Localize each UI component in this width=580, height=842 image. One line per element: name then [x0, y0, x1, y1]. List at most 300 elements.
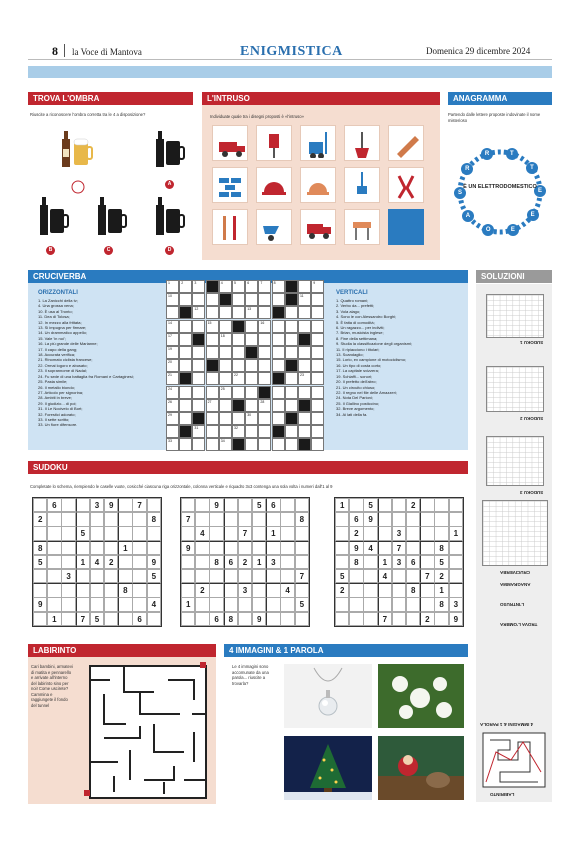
crossword-cell[interactable]	[258, 293, 271, 306]
crossword-cell[interactable]	[206, 359, 219, 372]
crossword-cell[interactable]	[206, 333, 219, 346]
crossword-cell[interactable]	[232, 425, 245, 438]
crossword-cell[interactable]	[311, 425, 324, 438]
sudoku-cell[interactable]	[132, 541, 146, 555]
crossword-cell[interactable]	[232, 372, 245, 385]
crossword-cell[interactable]	[298, 293, 311, 306]
sudoku-cell[interactable]	[195, 555, 209, 569]
sudoku-cell[interactable]	[349, 583, 363, 597]
crossword-cell[interactable]	[258, 438, 271, 451]
sudoku-cell[interactable]	[266, 583, 280, 597]
sudoku-cell[interactable]	[181, 498, 195, 512]
sudoku-cell[interactable]	[363, 526, 377, 540]
sudoku-cell[interactable]	[33, 569, 47, 583]
sudoku-cell[interactable]	[392, 498, 406, 512]
crossword-cell[interactable]	[219, 372, 232, 385]
crossword-cell[interactable]	[166, 399, 179, 412]
crossword-cell[interactable]	[232, 438, 245, 451]
crossword-cell[interactable]	[219, 320, 232, 333]
sudoku-cell[interactable]	[118, 526, 132, 540]
crossword-cell[interactable]	[245, 293, 258, 306]
crossword-cell[interactable]	[219, 386, 232, 399]
crossword-cell[interactable]	[285, 425, 298, 438]
sudoku-cell[interactable]	[252, 526, 266, 540]
sudoku-cell[interactable]	[335, 597, 349, 611]
crossword-cell[interactable]	[311, 333, 324, 346]
sudoku-cell[interactable]	[406, 541, 420, 555]
sudoku-cell[interactable]	[280, 569, 294, 583]
sudoku-cell[interactable]	[238, 597, 252, 611]
crossword-cell[interactable]	[285, 399, 298, 412]
sudoku-cell[interactable]	[104, 526, 118, 540]
crossword-cell[interactable]	[206, 293, 219, 306]
crossword-cell[interactable]	[192, 412, 205, 425]
sudoku-cell[interactable]	[378, 541, 392, 555]
sudoku-cell[interactable]	[363, 612, 377, 626]
sudoku-cell[interactable]	[252, 541, 266, 555]
crossword-cell[interactable]	[166, 386, 179, 399]
sudoku-cell[interactable]	[132, 569, 146, 583]
crossword-cell[interactable]	[285, 359, 298, 372]
sudoku-cell[interactable]	[209, 569, 223, 583]
sudoku-cell[interactable]	[47, 597, 61, 611]
crossword-cell[interactable]	[272, 438, 285, 451]
crossword-cell[interactable]	[219, 333, 232, 346]
crossword-cell[interactable]	[298, 412, 311, 425]
sudoku-cell[interactable]	[295, 583, 309, 597]
crossword-cell[interactable]	[311, 386, 324, 399]
sudoku-cell[interactable]	[76, 541, 90, 555]
crossword-cell[interactable]	[219, 293, 232, 306]
sudoku-cell[interactable]	[378, 498, 392, 512]
crossword-cell[interactable]	[179, 412, 192, 425]
crossword-cell[interactable]	[245, 306, 258, 319]
crossword-cell[interactable]	[285, 438, 298, 451]
crossword-cell[interactable]	[219, 438, 232, 451]
crossword-cell[interactable]	[272, 359, 285, 372]
crossword-cell[interactable]	[258, 306, 271, 319]
crossword-cell[interactable]	[219, 359, 232, 372]
sudoku-cell[interactable]	[266, 541, 280, 555]
crossword-cell[interactable]	[285, 333, 298, 346]
crossword-cell[interactable]	[272, 412, 285, 425]
sudoku-cell[interactable]	[224, 569, 238, 583]
crossword-cell[interactable]	[298, 438, 311, 451]
sudoku-cell[interactable]	[61, 555, 75, 569]
sudoku-cell[interactable]	[195, 512, 209, 526]
sudoku-cell[interactable]	[224, 498, 238, 512]
crossword-cell[interactable]	[285, 346, 298, 359]
crossword-cell[interactable]	[166, 293, 179, 306]
crossword-cell[interactable]	[272, 280, 285, 293]
sudoku-cell[interactable]	[76, 498, 90, 512]
sudoku-cell[interactable]	[209, 583, 223, 597]
sudoku-cell[interactable]	[280, 597, 294, 611]
sudoku-cell[interactable]	[420, 541, 434, 555]
crossword-cell[interactable]	[245, 346, 258, 359]
crossword-cell[interactable]	[298, 280, 311, 293]
crossword-cell[interactable]	[272, 399, 285, 412]
crossword-cell[interactable]	[258, 320, 271, 333]
sudoku-cell[interactable]	[61, 498, 75, 512]
crossword-cell[interactable]	[245, 386, 258, 399]
sudoku-cell[interactable]	[295, 526, 309, 540]
sudoku-cell[interactable]	[90, 526, 104, 540]
sudoku-cell[interactable]	[47, 541, 61, 555]
sudoku-cell[interactable]	[209, 597, 223, 611]
crossword-cell[interactable]	[311, 372, 324, 385]
crossword-cell[interactable]	[206, 346, 219, 359]
sudoku-cell[interactable]	[104, 541, 118, 555]
sudoku-cell[interactable]	[406, 526, 420, 540]
crossword-cell[interactable]	[206, 386, 219, 399]
sudoku-cell[interactable]	[76, 512, 90, 526]
crossword-cell[interactable]	[232, 399, 245, 412]
crossword-cell[interactable]	[166, 280, 179, 293]
crossword-cell[interactable]	[179, 359, 192, 372]
sudoku-cell[interactable]	[104, 569, 118, 583]
sudoku-cell[interactable]	[90, 512, 104, 526]
sudoku-cell[interactable]	[449, 569, 463, 583]
sudoku-cell[interactable]	[132, 555, 146, 569]
sudoku-cell[interactable]	[132, 583, 146, 597]
sudoku-cell[interactable]	[104, 512, 118, 526]
crossword-cell[interactable]	[192, 333, 205, 346]
sudoku-cell[interactable]	[118, 512, 132, 526]
sudoku-cell[interactable]	[420, 498, 434, 512]
sudoku-cell[interactable]	[335, 512, 349, 526]
sudoku-cell[interactable]	[363, 555, 377, 569]
sudoku-cell[interactable]	[181, 555, 195, 569]
sudoku-cell[interactable]	[280, 612, 294, 626]
crossword-cell[interactable]	[245, 320, 258, 333]
sudoku-cell[interactable]	[224, 526, 238, 540]
crossword-cell[interactable]	[192, 320, 205, 333]
sudoku-cell[interactable]	[295, 541, 309, 555]
crossword-cell[interactable]	[272, 425, 285, 438]
sudoku-cell[interactable]	[349, 569, 363, 583]
crossword-cell[interactable]	[192, 306, 205, 319]
sudoku-cell[interactable]	[392, 583, 406, 597]
sudoku-cell[interactable]	[47, 569, 61, 583]
crossword-cell[interactable]	[285, 280, 298, 293]
sudoku-cell[interactable]	[47, 555, 61, 569]
sudoku-cell[interactable]	[406, 597, 420, 611]
crossword-cell[interactable]	[258, 372, 271, 385]
sudoku-cell[interactable]	[420, 512, 434, 526]
crossword-cell[interactable]	[166, 320, 179, 333]
crossword-cell[interactable]	[232, 280, 245, 293]
sudoku-cell[interactable]	[224, 512, 238, 526]
crossword-cell[interactable]	[285, 372, 298, 385]
crossword-cell[interactable]	[166, 372, 179, 385]
sudoku-cell[interactable]	[118, 569, 132, 583]
sudoku-cell[interactable]	[280, 498, 294, 512]
crossword-cell[interactable]	[232, 333, 245, 346]
crossword-cell[interactable]	[298, 399, 311, 412]
crossword-cell[interactable]	[311, 293, 324, 306]
crossword-cell[interactable]	[258, 346, 271, 359]
crossword-cell[interactable]	[298, 333, 311, 346]
crossword-cell[interactable]	[285, 386, 298, 399]
crossword-cell[interactable]	[298, 386, 311, 399]
crossword-cell[interactable]	[206, 306, 219, 319]
crossword-cell[interactable]	[298, 346, 311, 359]
crossword-cell[interactable]	[206, 399, 219, 412]
sudoku-cell[interactable]	[434, 612, 448, 626]
crossword-cell[interactable]	[192, 438, 205, 451]
crossword-cell[interactable]	[311, 359, 324, 372]
sudoku-cell[interactable]	[33, 612, 47, 626]
sudoku-cell[interactable]	[118, 612, 132, 626]
sudoku-cell[interactable]	[335, 526, 349, 540]
crossword-cell[interactable]	[258, 412, 271, 425]
sudoku-cell[interactable]	[449, 583, 463, 597]
sudoku-cell[interactable]	[47, 583, 61, 597]
crossword-cell[interactable]	[258, 386, 271, 399]
sudoku-cell[interactable]	[420, 555, 434, 569]
crossword-cell[interactable]	[298, 425, 311, 438]
sudoku-cell[interactable]	[420, 526, 434, 540]
crossword-cell[interactable]	[192, 346, 205, 359]
sudoku-cell[interactable]	[378, 526, 392, 540]
sudoku-cell[interactable]	[349, 597, 363, 611]
sudoku-cell[interactable]	[363, 597, 377, 611]
sudoku-cell[interactable]	[449, 555, 463, 569]
sudoku-cell[interactable]	[118, 555, 132, 569]
crossword-cell[interactable]	[311, 399, 324, 412]
sudoku-cell[interactable]	[224, 583, 238, 597]
crossword-cell[interactable]	[179, 333, 192, 346]
sudoku-cell[interactable]	[181, 526, 195, 540]
sudoku-cell[interactable]	[61, 612, 75, 626]
crossword-cell[interactable]	[272, 346, 285, 359]
sudoku-cell[interactable]	[195, 541, 209, 555]
crossword-cell[interactable]	[245, 359, 258, 372]
sudoku-cell[interactable]	[449, 541, 463, 555]
crossword-cell[interactable]	[245, 280, 258, 293]
sudoku-cell[interactable]	[90, 569, 104, 583]
crossword-cell[interactable]	[192, 386, 205, 399]
crossword-cell[interactable]	[206, 320, 219, 333]
sudoku-cell[interactable]	[181, 569, 195, 583]
crossword-cell[interactable]	[258, 399, 271, 412]
sudoku-cell[interactable]	[147, 526, 161, 540]
sudoku-cell[interactable]	[378, 597, 392, 611]
sudoku-cell[interactable]	[147, 612, 161, 626]
crossword-cell[interactable]	[258, 280, 271, 293]
sudoku-cell[interactable]	[420, 583, 434, 597]
crossword-cell[interactable]	[206, 425, 219, 438]
sudoku-cell[interactable]	[61, 597, 75, 611]
crossword-cell[interactable]	[232, 346, 245, 359]
sudoku-cell[interactable]	[378, 512, 392, 526]
sudoku-cell[interactable]	[295, 555, 309, 569]
crossword-cell[interactable]	[311, 280, 324, 293]
sudoku-cell[interactable]	[181, 612, 195, 626]
crossword-cell[interactable]	[285, 306, 298, 319]
crossword-cell[interactable]	[232, 320, 245, 333]
sudoku-cell[interactable]	[434, 526, 448, 540]
sudoku-cell[interactable]	[147, 498, 161, 512]
crossword-cell[interactable]	[311, 306, 324, 319]
crossword-cell[interactable]	[285, 412, 298, 425]
sudoku-cell[interactable]	[195, 498, 209, 512]
sudoku-cell[interactable]	[392, 569, 406, 583]
sudoku-cell[interactable]	[295, 612, 309, 626]
sudoku-cell[interactable]	[90, 541, 104, 555]
sudoku-cell[interactable]	[280, 512, 294, 526]
sudoku-cell[interactable]	[76, 569, 90, 583]
crossword-cell[interactable]	[179, 306, 192, 319]
sudoku-cell[interactable]	[104, 583, 118, 597]
crossword-cell[interactable]	[192, 293, 205, 306]
sudoku-cell[interactable]	[209, 512, 223, 526]
crossword-cell[interactable]	[179, 293, 192, 306]
sudoku-cell[interactable]	[118, 498, 132, 512]
sudoku-cell[interactable]	[238, 541, 252, 555]
sudoku-cell[interactable]	[252, 597, 266, 611]
sudoku-cell[interactable]	[349, 498, 363, 512]
crossword-cell[interactable]	[192, 372, 205, 385]
crossword-cell[interactable]	[272, 293, 285, 306]
crossword-cell[interactable]	[311, 320, 324, 333]
sudoku-cell[interactable]	[349, 612, 363, 626]
crossword-cell[interactable]	[166, 346, 179, 359]
crossword-cell[interactable]	[166, 359, 179, 372]
crossword-cell[interactable]	[206, 412, 219, 425]
crossword-cell[interactable]	[179, 425, 192, 438]
crossword-cell[interactable]	[192, 280, 205, 293]
crossword-cell[interactable]	[311, 346, 324, 359]
crossword-cell[interactable]	[192, 359, 205, 372]
crossword-cell[interactable]	[258, 425, 271, 438]
sudoku-cell[interactable]	[61, 526, 75, 540]
crossword-cell[interactable]	[245, 438, 258, 451]
sudoku-cell[interactable]	[335, 612, 349, 626]
crossword-cell[interactable]	[232, 306, 245, 319]
sudoku-cell[interactable]	[90, 597, 104, 611]
sudoku-cell[interactable]	[76, 597, 90, 611]
crossword-cell[interactable]	[219, 425, 232, 438]
crossword-cell[interactable]	[245, 425, 258, 438]
sudoku-cell[interactable]	[132, 597, 146, 611]
sudoku-cell[interactable]	[147, 541, 161, 555]
crossword-cell[interactable]	[298, 320, 311, 333]
crossword-cell[interactable]	[179, 280, 192, 293]
crossword-cell[interactable]	[232, 359, 245, 372]
sudoku-cell[interactable]	[406, 512, 420, 526]
sudoku-cell[interactable]	[132, 512, 146, 526]
crossword-cell[interactable]	[272, 320, 285, 333]
sudoku-cell[interactable]	[195, 612, 209, 626]
crossword-cell[interactable]	[179, 438, 192, 451]
sudoku-cell[interactable]	[132, 526, 146, 540]
crossword-cell[interactable]	[272, 306, 285, 319]
crossword-cell[interactable]	[272, 372, 285, 385]
crossword-cell[interactable]	[272, 333, 285, 346]
sudoku-cell[interactable]	[434, 512, 448, 526]
sudoku-cell[interactable]	[280, 555, 294, 569]
crossword-cell[interactable]	[166, 306, 179, 319]
sudoku-cell[interactable]	[434, 498, 448, 512]
crossword-cell[interactable]	[245, 412, 258, 425]
sudoku-cell[interactable]	[76, 583, 90, 597]
sudoku-cell[interactable]	[420, 597, 434, 611]
crossword-cell[interactable]	[298, 359, 311, 372]
crossword-cell[interactable]	[245, 372, 258, 385]
sudoku-cell[interactable]	[392, 512, 406, 526]
sudoku-cell[interactable]	[335, 555, 349, 569]
sudoku-cell[interactable]	[280, 541, 294, 555]
crossword-cell[interactable]	[232, 386, 245, 399]
crossword-cell[interactable]	[166, 425, 179, 438]
sudoku-cell[interactable]	[295, 498, 309, 512]
crossword-cell[interactable]	[298, 306, 311, 319]
crossword-cell[interactable]	[206, 280, 219, 293]
crossword-cell[interactable]	[206, 372, 219, 385]
sudoku-cell[interactable]	[238, 498, 252, 512]
sudoku-cell[interactable]	[406, 569, 420, 583]
sudoku-cell[interactable]	[238, 512, 252, 526]
crossword-cell[interactable]	[206, 438, 219, 451]
crossword-cell[interactable]	[245, 333, 258, 346]
sudoku-cell[interactable]	[181, 583, 195, 597]
sudoku-cell[interactable]	[392, 612, 406, 626]
sudoku-cell[interactable]	[392, 597, 406, 611]
sudoku-cell[interactable]	[195, 569, 209, 583]
sudoku-cell[interactable]	[61, 512, 75, 526]
crossword-cell[interactable]	[245, 399, 258, 412]
crossword-cell[interactable]	[258, 359, 271, 372]
crossword-cell[interactable]	[192, 399, 205, 412]
crossword-cell[interactable]	[166, 412, 179, 425]
crossword-cell[interactable]	[232, 293, 245, 306]
sudoku-cell[interactable]	[266, 612, 280, 626]
sudoku-cell[interactable]	[266, 597, 280, 611]
crossword-cell[interactable]	[179, 320, 192, 333]
sudoku-cell[interactable]	[147, 583, 161, 597]
sudoku-cell[interactable]	[252, 583, 266, 597]
sudoku-cell[interactable]	[224, 541, 238, 555]
crossword-cell[interactable]	[311, 438, 324, 451]
crossword-cell[interactable]	[219, 280, 232, 293]
sudoku-cell[interactable]	[449, 512, 463, 526]
sudoku-cell[interactable]	[266, 512, 280, 526]
crossword-cell[interactable]	[219, 346, 232, 359]
sudoku-cell[interactable]	[280, 526, 294, 540]
crossword-cell[interactable]	[219, 306, 232, 319]
sudoku-cell[interactable]	[195, 597, 209, 611]
sudoku-cell[interactable]	[33, 498, 47, 512]
sudoku-cell[interactable]	[224, 597, 238, 611]
sudoku-cell[interactable]	[209, 526, 223, 540]
crossword-cell[interactable]	[179, 386, 192, 399]
crossword-cell[interactable]	[179, 372, 192, 385]
sudoku-cell[interactable]	[47, 526, 61, 540]
sudoku-cell[interactable]	[266, 569, 280, 583]
crossword-cell[interactable]	[232, 412, 245, 425]
sudoku-cell[interactable]	[90, 583, 104, 597]
crossword-cell[interactable]	[219, 412, 232, 425]
sudoku-cell[interactable]	[33, 526, 47, 540]
sudoku-cell[interactable]	[238, 569, 252, 583]
crossword-cell[interactable]	[179, 399, 192, 412]
sudoku-cell[interactable]	[47, 512, 61, 526]
sudoku-cell[interactable]	[449, 498, 463, 512]
sudoku-cell[interactable]	[335, 541, 349, 555]
crossword-cell[interactable]	[285, 293, 298, 306]
